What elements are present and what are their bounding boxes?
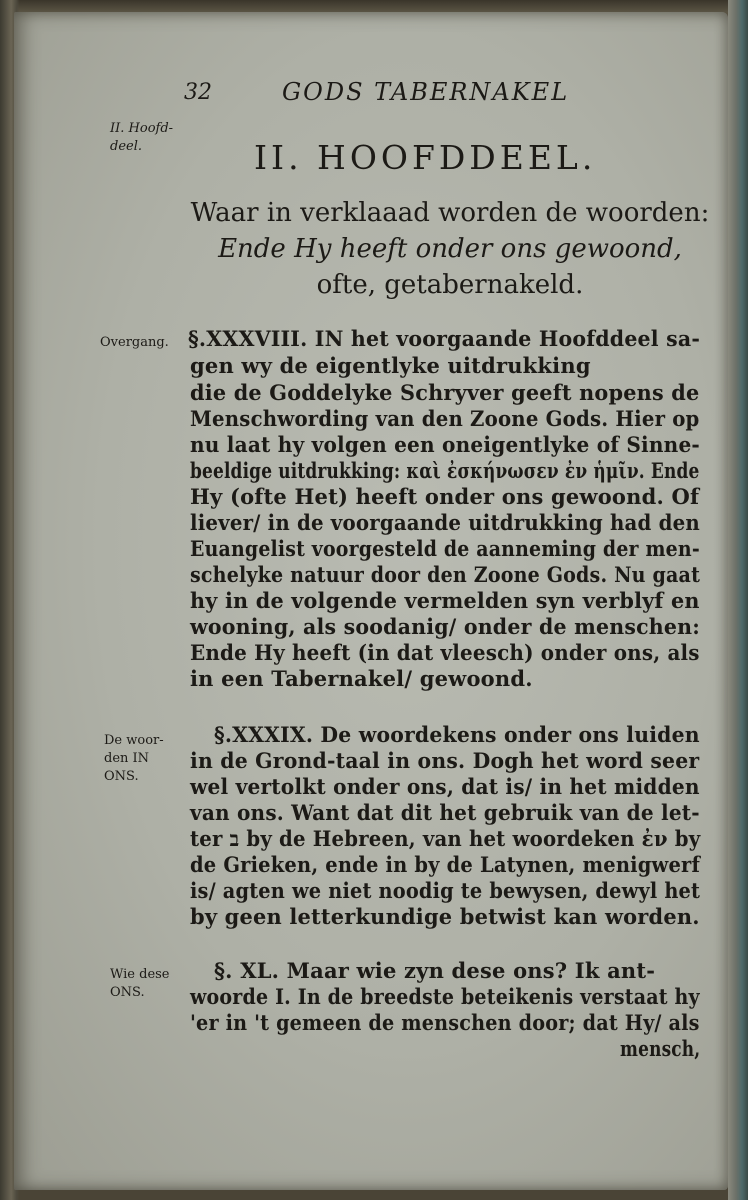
section-40-line: woorde I. In de breedste beteikenis verstaat hy: [190, 984, 700, 1009]
margin-note-hoofddeel: II. Hoofd- deel.: [110, 121, 174, 154]
section-39-line: ter ב by de Hebreen, van het woordeken ἐν by: [190, 826, 701, 851]
page-number: 32: [184, 80, 212, 105]
subtitle-line-2: Ende Hy heeft onder ons gewoond,: [218, 234, 682, 264]
section-38-line: die de Goddelyke Schryver geeft nopens de: [190, 380, 700, 405]
section-40-line: 'er in 't gemeen de menschen door; dat Hy/ als: [190, 1010, 700, 1035]
section-38-line: wooning, als soodanig/ onder de menschen:: [190, 614, 701, 639]
margin-note-de-woorden: De woor- den IN ONS.: [104, 733, 164, 784]
section-39-line: by geen letterkundige betwist kan worden.: [190, 904, 700, 929]
subtitle-line-3: ofte, getabernakeld.: [316, 270, 584, 300]
section-39-line: van ons. Want dat dit het gebruik van de let-: [190, 800, 700, 825]
section-38-line: Menschwording van den Zoone Gods. Hier op: [190, 406, 700, 431]
margin-note-wie-dese: Wie dese ONS.: [110, 967, 170, 1000]
section-38-line: Hy (ofte Het) heeft onder ons gewoond. Of: [190, 484, 700, 509]
subtitle-line-1: Waar in verklaaad worden de woorden:: [190, 198, 710, 228]
book-edge: [728, 0, 748, 1200]
section-39-line: §.XXXIX. De woordekens onder ons luiden: [214, 722, 700, 747]
chapter-title: II. HOOFDDEEL.: [254, 138, 597, 177]
section-38-line: §.XXXVIII. IN het voorgaande Hoofddeel sa-: [188, 326, 701, 351]
section-38-line: Euangelist voorgesteld de aanneming der men-: [190, 536, 700, 561]
section-38-line: in een Tabernakel/ gewoond.: [190, 666, 533, 691]
section-39-line: wel vertolkt onder ons, dat is/ in het midden: [190, 774, 700, 799]
section-39-line: is/ agten we niet noodig te bewysen, dewyl het: [190, 878, 701, 903]
section-39-line: de Grieken, ende in by de Latynen, menigwerf: [190, 852, 701, 877]
margin-note-overgang: Overgang.: [100, 335, 169, 350]
section-38-line: hy in de volgende vermelden syn verblyf en: [190, 588, 700, 613]
running-title: GODS TABERNAKEL: [282, 78, 570, 106]
section-38-line: beeldige uitdrukking: καὶ ἐσκήνωσεν ἐν ἡμῖν. Ende: [190, 458, 700, 483]
section-40-line: mensch,: [620, 1036, 701, 1061]
section-38-line: Ende Hy heeft (in dat vleesch) onder ons, als: [190, 640, 700, 665]
section-38-line: schelyke natuur door den Zoone Gods. Nu gaat: [190, 562, 701, 587]
section-38-line: nu laat hy volgen een oneigentlyke of Sinne-: [190, 432, 700, 457]
section-40-line: §. XL. Maar wie zyn dese ons? Ik ant-: [214, 958, 656, 983]
section-39-line: in de Grond-taal in ons. Dogh het word seer: [190, 748, 700, 773]
section-38-line: liever/ in de voorgaande uitdrukking had den: [190, 510, 700, 535]
section-38-line: gen wy de eigentlyke uitdrukking: [190, 353, 591, 378]
